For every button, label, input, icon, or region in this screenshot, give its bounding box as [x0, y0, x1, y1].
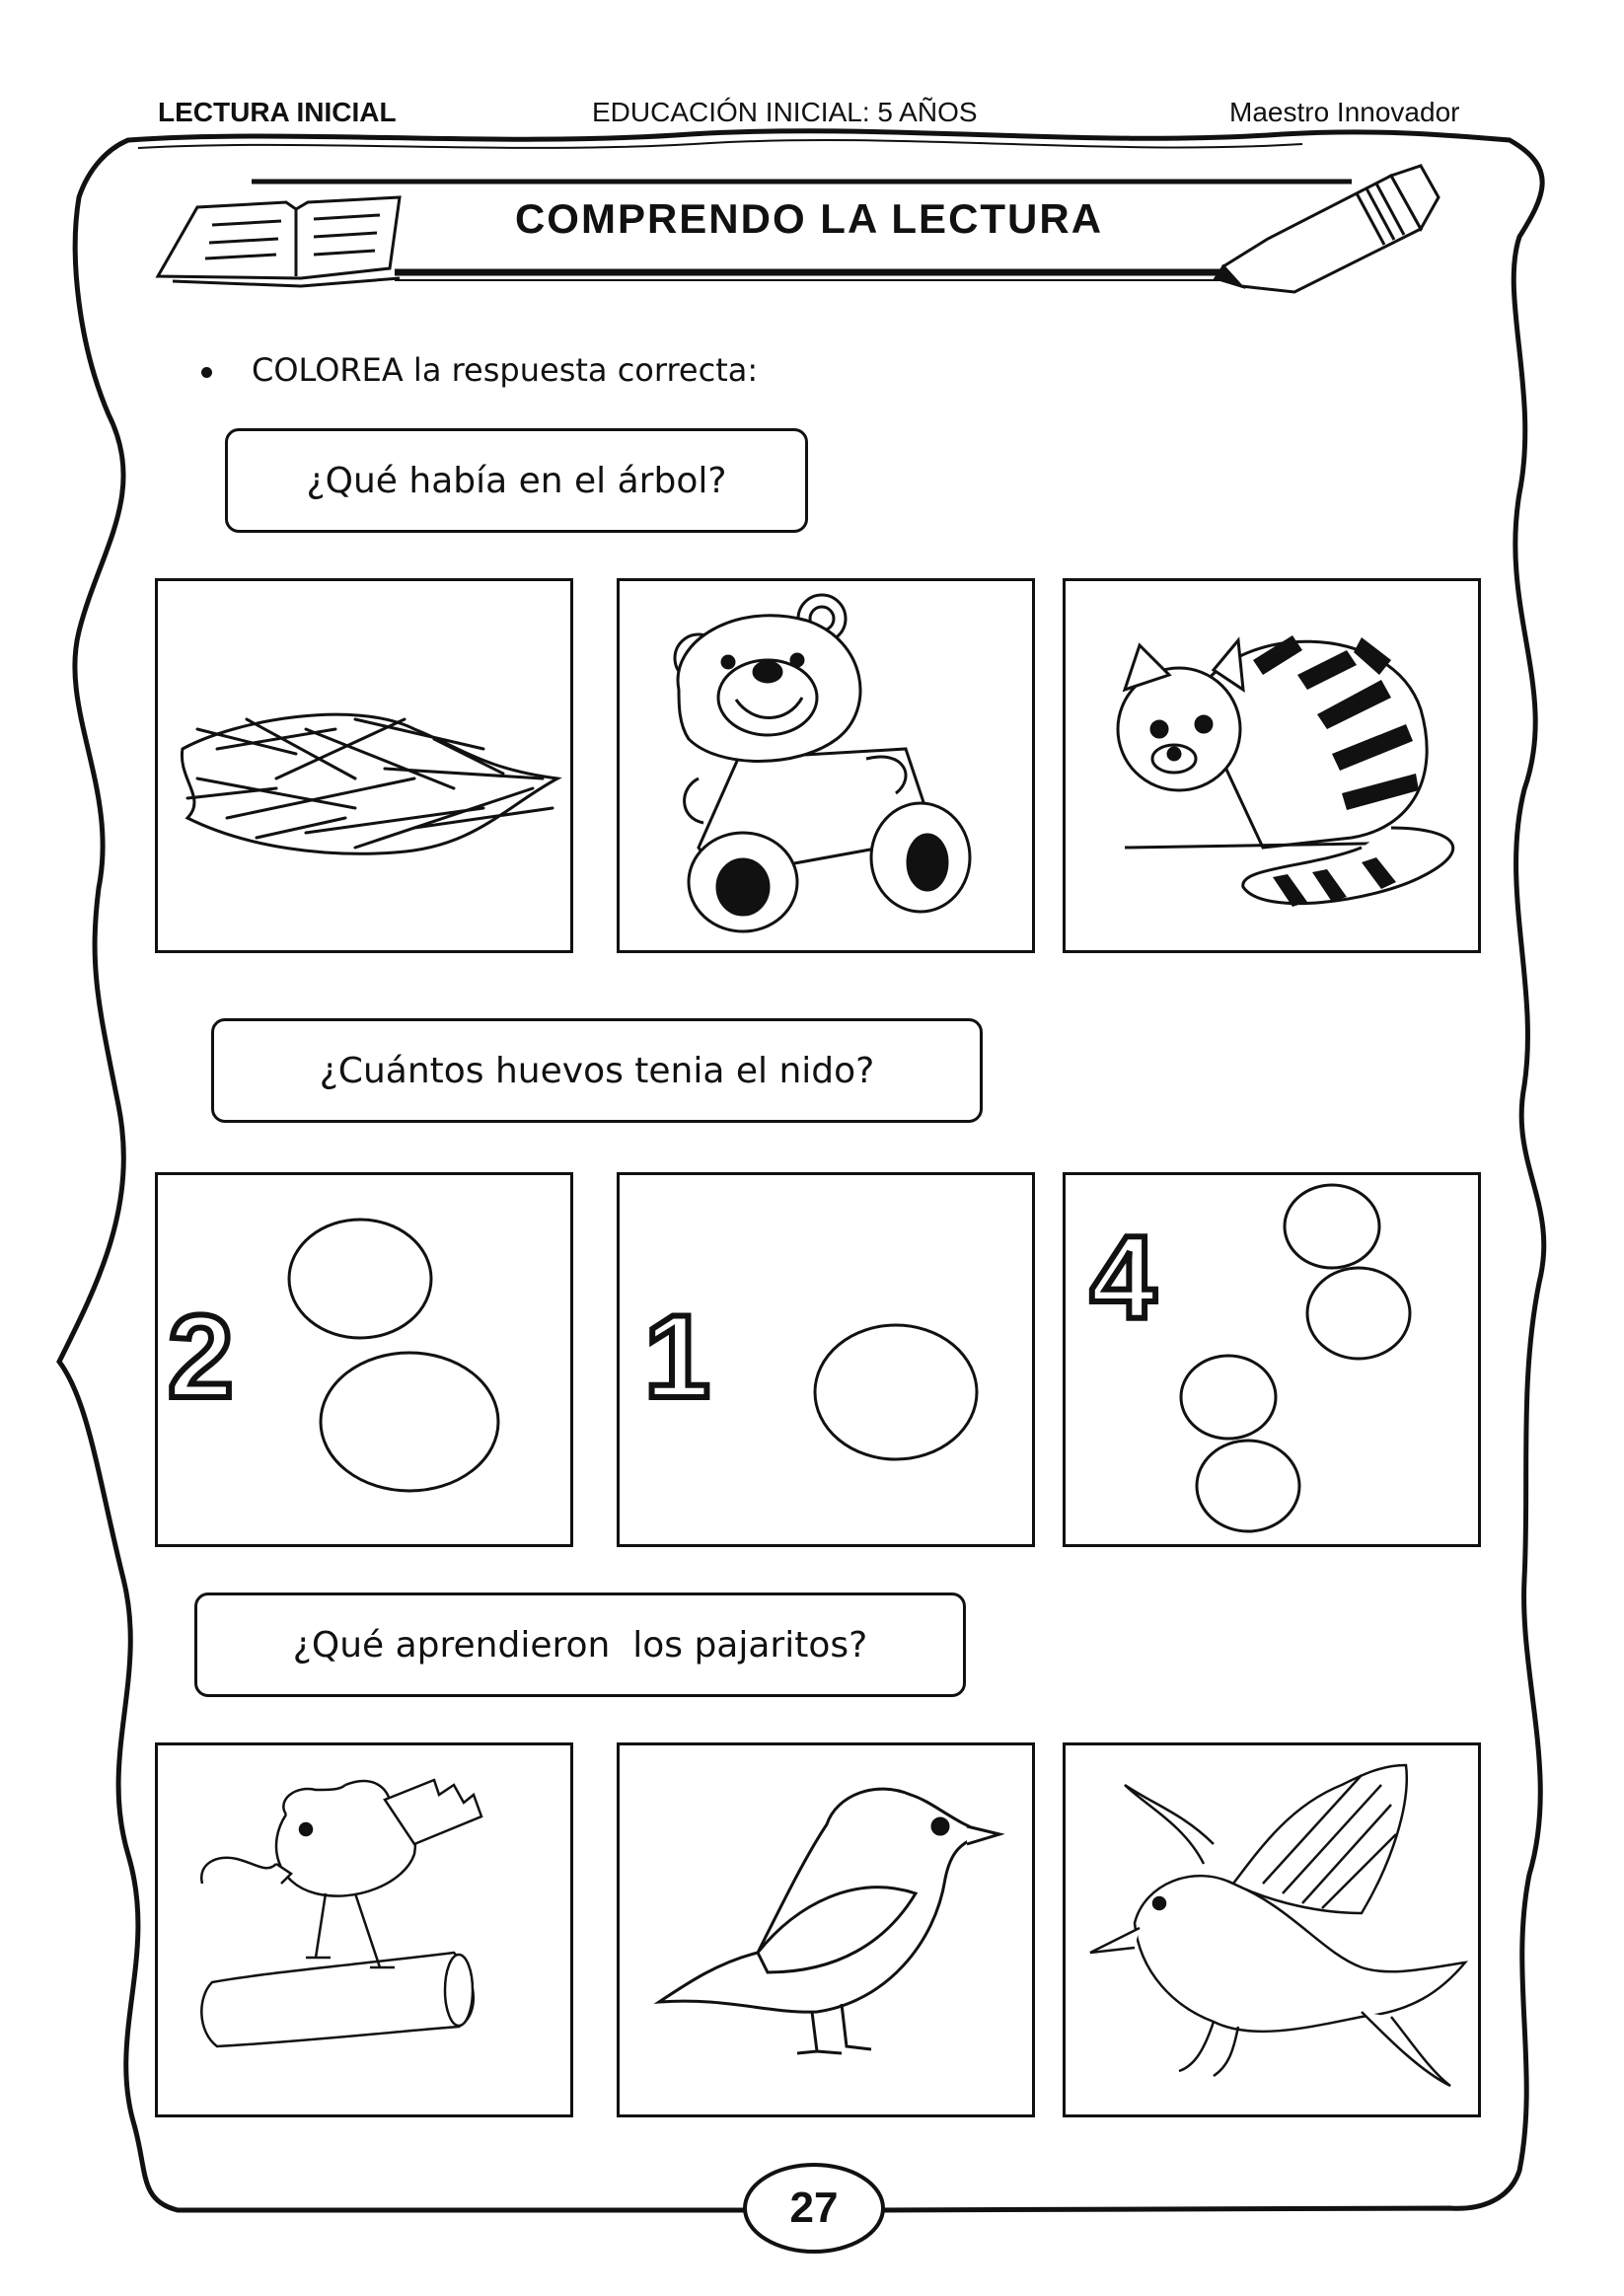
answer-option[interactable] [617, 1172, 1035, 1547]
eggs-icon [158, 1175, 570, 1544]
bullet-icon [201, 367, 212, 378]
answer-option[interactable] [617, 1742, 1035, 2117]
header-left: LECTURA INICIAL [158, 97, 397, 127]
header-right: Maestro Innovador [1229, 97, 1460, 127]
teddy-bear-icon [620, 581, 1032, 950]
pencil-icon [1216, 166, 1439, 292]
egg-count-number: 2 [168, 1291, 234, 1423]
tiger-icon [1066, 581, 1478, 950]
question-box: ¿Cuántos huevos tenia el nido? [211, 1018, 983, 1123]
bird-standing-icon [620, 1745, 1032, 2114]
egg-count-number: 4 [1090, 1212, 1156, 1344]
instruction-text: COLOREA la respuesta correcta: [252, 351, 759, 389]
instruction [201, 351, 758, 389]
header-center: EDUCACIÓN INICIAL: 5 AÑOS [592, 97, 978, 127]
answer-option[interactable] [155, 1742, 573, 2117]
answer-option[interactable] [1063, 1172, 1481, 1547]
bird-eating-worm-icon [158, 1745, 570, 2114]
question-box: ¿Qué aprendieron los pajaritos? [194, 1592, 966, 1697]
banner-title: COMPRENDO LA LECTURA [514, 195, 1104, 242]
answer-option[interactable] [1063, 1742, 1481, 2117]
answer-option[interactable] [617, 578, 1035, 953]
answer-option[interactable] [1063, 578, 1481, 953]
eggs-icon [1066, 1175, 1478, 1544]
eggs-icon [620, 1175, 1032, 1544]
egg-count-number: 1 [644, 1291, 710, 1423]
nest-icon [158, 581, 570, 950]
book-icon [158, 197, 400, 286]
bird-flying-icon [1066, 1745, 1478, 2114]
answer-option[interactable] [155, 578, 573, 953]
page-number: 27 [789, 2184, 839, 2232]
answer-option[interactable] [155, 1172, 573, 1547]
question-box: ¿Qué había en el árbol? [225, 428, 808, 533]
